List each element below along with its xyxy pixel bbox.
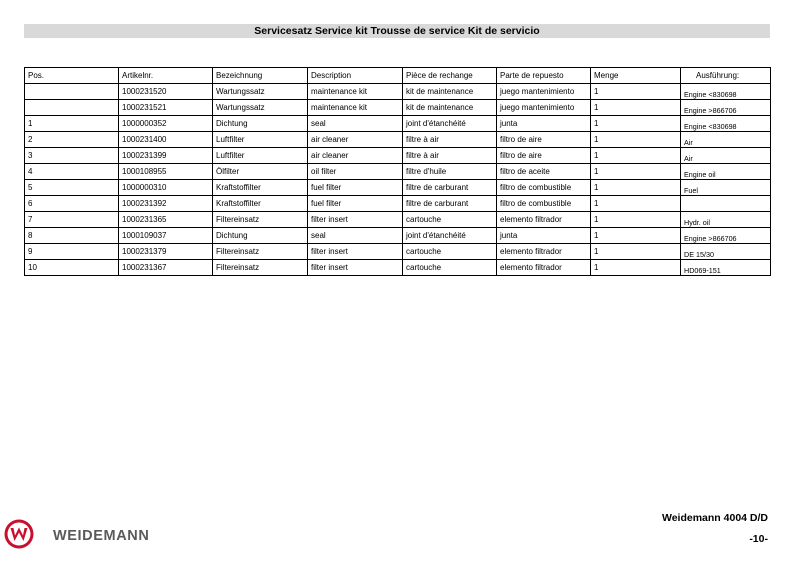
cell-menge: 1 <box>591 116 681 132</box>
cell-parte: filtro de combustible <box>497 180 591 196</box>
cell-pos: 8 <box>25 228 119 244</box>
cell-article-no: 1000108955 <box>119 164 213 180</box>
cell-piece: filtre d'huile <box>403 164 497 180</box>
cell-description: fuel filter <box>308 180 403 196</box>
cell-description: air cleaner <box>308 132 403 148</box>
cell-menge: 1 <box>591 212 681 228</box>
cell-article-no: 1000000310 <box>119 180 213 196</box>
table-row <box>25 132 771 148</box>
cell-piece: joint d'étanchéité <box>403 228 497 244</box>
cell-menge: 1 <box>591 100 681 116</box>
cell-pos: 4 <box>25 164 119 180</box>
cell-menge: 1 <box>591 84 681 100</box>
cell-menge: 1 <box>591 164 681 180</box>
cell-bezeichnung: Filtereinsatz <box>213 260 308 276</box>
table-row <box>25 116 771 132</box>
model-name: Weidemann 4004 D/D <box>661 512 768 524</box>
cell-pos: 1 <box>25 116 119 132</box>
cell-ausfuehrung: Engine >866706 <box>681 228 771 244</box>
table-row <box>25 84 771 100</box>
cell-piece: kit de maintenance <box>403 100 497 116</box>
cell-bezeichnung: Kraftstoffilter <box>213 180 308 196</box>
col-header-pos: Pos. <box>25 68 119 84</box>
cell-menge: 1 <box>591 228 681 244</box>
cell-description: filter insert <box>308 212 403 228</box>
cell-piece: joint d'étanchéité <box>403 116 497 132</box>
cell-ausfuehrung: Engine >866706 <box>681 100 771 116</box>
cell-parte: filtro de aire <box>497 148 591 164</box>
table-row <box>25 164 771 180</box>
table-row <box>25 148 771 164</box>
cell-description: seal <box>308 228 403 244</box>
cell-ausfuehrung: Engine <830698 <box>681 84 771 100</box>
cell-pos <box>25 100 119 116</box>
cell-bezeichnung: Wartungssatz <box>213 84 308 100</box>
cell-piece: filtre à air <box>403 148 497 164</box>
cell-description: maintenance kit <box>308 84 403 100</box>
brand-name: WEIDEMANN <box>53 528 150 544</box>
cell-article-no: 1000109037 <box>119 228 213 244</box>
cell-piece: filtre de carburant <box>403 180 497 196</box>
table-header-row <box>25 68 771 84</box>
cell-article-no: 1000231367 <box>119 260 213 276</box>
cell-piece: cartouche <box>403 212 497 228</box>
col-header-ausfuehrung: Ausführung: <box>681 68 771 84</box>
cell-description: oil filter <box>308 164 403 180</box>
cell-piece: filtre à air <box>403 132 497 148</box>
cell-bezeichnung: Luftfilter <box>213 148 308 164</box>
weidemann-w-logo-icon <box>4 519 34 549</box>
cell-parte: filtro de aire <box>497 132 591 148</box>
cell-pos: 6 <box>25 196 119 212</box>
cell-description: fuel filter <box>308 196 403 212</box>
col-header-piece: Pièce de rechange <box>403 68 497 84</box>
cell-pos: 3 <box>25 148 119 164</box>
cell-menge: 1 <box>591 244 681 260</box>
cell-article-no: 1000231399 <box>119 148 213 164</box>
parts-table-body <box>25 84 771 276</box>
table-row <box>25 180 771 196</box>
cell-article-no: 1000231379 <box>119 244 213 260</box>
cell-description: seal <box>308 116 403 132</box>
cell-ausfuehrung: Fuel <box>681 180 771 196</box>
cell-description: filter insert <box>308 244 403 260</box>
cell-ausfuehrung: Air <box>681 132 771 148</box>
table-row <box>25 100 771 116</box>
cell-pos <box>25 84 119 100</box>
cell-pos: 7 <box>25 212 119 228</box>
cell-bezeichnung: Wartungssatz <box>213 100 308 116</box>
col-header-parte: Parte de repuesto <box>497 68 591 84</box>
cell-parte: juego mantenimiento <box>497 84 591 100</box>
page-title: Servicesatz Service kit Trousse de service Kit de servicio <box>24 24 770 38</box>
col-header-menge: Menge <box>591 68 681 84</box>
cell-ausfuehrung: Engine <830698 <box>681 116 771 132</box>
cell-piece: cartouche <box>403 260 497 276</box>
cell-description: filter insert <box>308 260 403 276</box>
col-header-article-no: Artikelnr. <box>119 68 213 84</box>
cell-bezeichnung: Ölfilter <box>213 164 308 180</box>
cell-parte: elemento filtrador <box>497 260 591 276</box>
cell-pos: 2 <box>25 132 119 148</box>
cell-bezeichnung: Luftfilter <box>213 132 308 148</box>
cell-bezeichnung: Filtereinsatz <box>213 212 308 228</box>
cell-menge: 1 <box>591 260 681 276</box>
cell-article-no: 1000231400 <box>119 132 213 148</box>
cell-menge: 1 <box>591 196 681 212</box>
cell-parte: filtro de aceite <box>497 164 591 180</box>
table-row <box>25 228 771 244</box>
cell-menge: 1 <box>591 180 681 196</box>
cell-pos: 5 <box>25 180 119 196</box>
cell-bezeichnung: Kraftstoffilter <box>213 196 308 212</box>
cell-bezeichnung: Filtereinsatz <box>213 244 308 260</box>
col-header-description: Description <box>308 68 403 84</box>
cell-article-no: 1000231521 <box>119 100 213 116</box>
table-row <box>25 212 771 228</box>
cell-description: air cleaner <box>308 148 403 164</box>
page-number: -10- <box>749 533 768 545</box>
cell-piece: cartouche <box>403 244 497 260</box>
cell-parte: junta <box>497 116 591 132</box>
cell-piece: filtre de carburant <box>403 196 497 212</box>
cell-menge: 1 <box>591 148 681 164</box>
cell-pos: 9 <box>25 244 119 260</box>
table-row <box>25 260 771 276</box>
cell-description: maintenance kit <box>308 100 403 116</box>
cell-ausfuehrung: Air <box>681 148 771 164</box>
cell-bezeichnung: Dichtung <box>213 228 308 244</box>
cell-piece: kit de maintenance <box>403 84 497 100</box>
cell-bezeichnung: Dichtung <box>213 116 308 132</box>
cell-parte: elemento filtrador <box>497 244 591 260</box>
cell-menge: 1 <box>591 132 681 148</box>
parts-table <box>24 67 771 276</box>
cell-ausfuehrung <box>681 196 771 212</box>
cell-ausfuehrung: DE 15/30 <box>681 244 771 260</box>
col-header-bezeichnung: Bezeichnung <box>213 68 308 84</box>
table-row <box>25 244 771 260</box>
cell-pos: 10 <box>25 260 119 276</box>
cell-parte: juego mantenimiento <box>497 100 591 116</box>
cell-article-no: 1000231365 <box>119 212 213 228</box>
cell-parte: filtro de combustible <box>497 196 591 212</box>
cell-ausfuehrung: HD069-151 <box>681 260 771 276</box>
cell-parte: elemento filtrador <box>497 212 591 228</box>
cell-article-no: 1000231392 <box>119 196 213 212</box>
cell-ausfuehrung: Engine oil <box>681 164 771 180</box>
cell-article-no: 1000000352 <box>119 116 213 132</box>
cell-article-no: 1000231520 <box>119 84 213 100</box>
table-row <box>25 196 771 212</box>
cell-parte: junta <box>497 228 591 244</box>
cell-ausfuehrung: Hydr. oil <box>681 212 771 228</box>
